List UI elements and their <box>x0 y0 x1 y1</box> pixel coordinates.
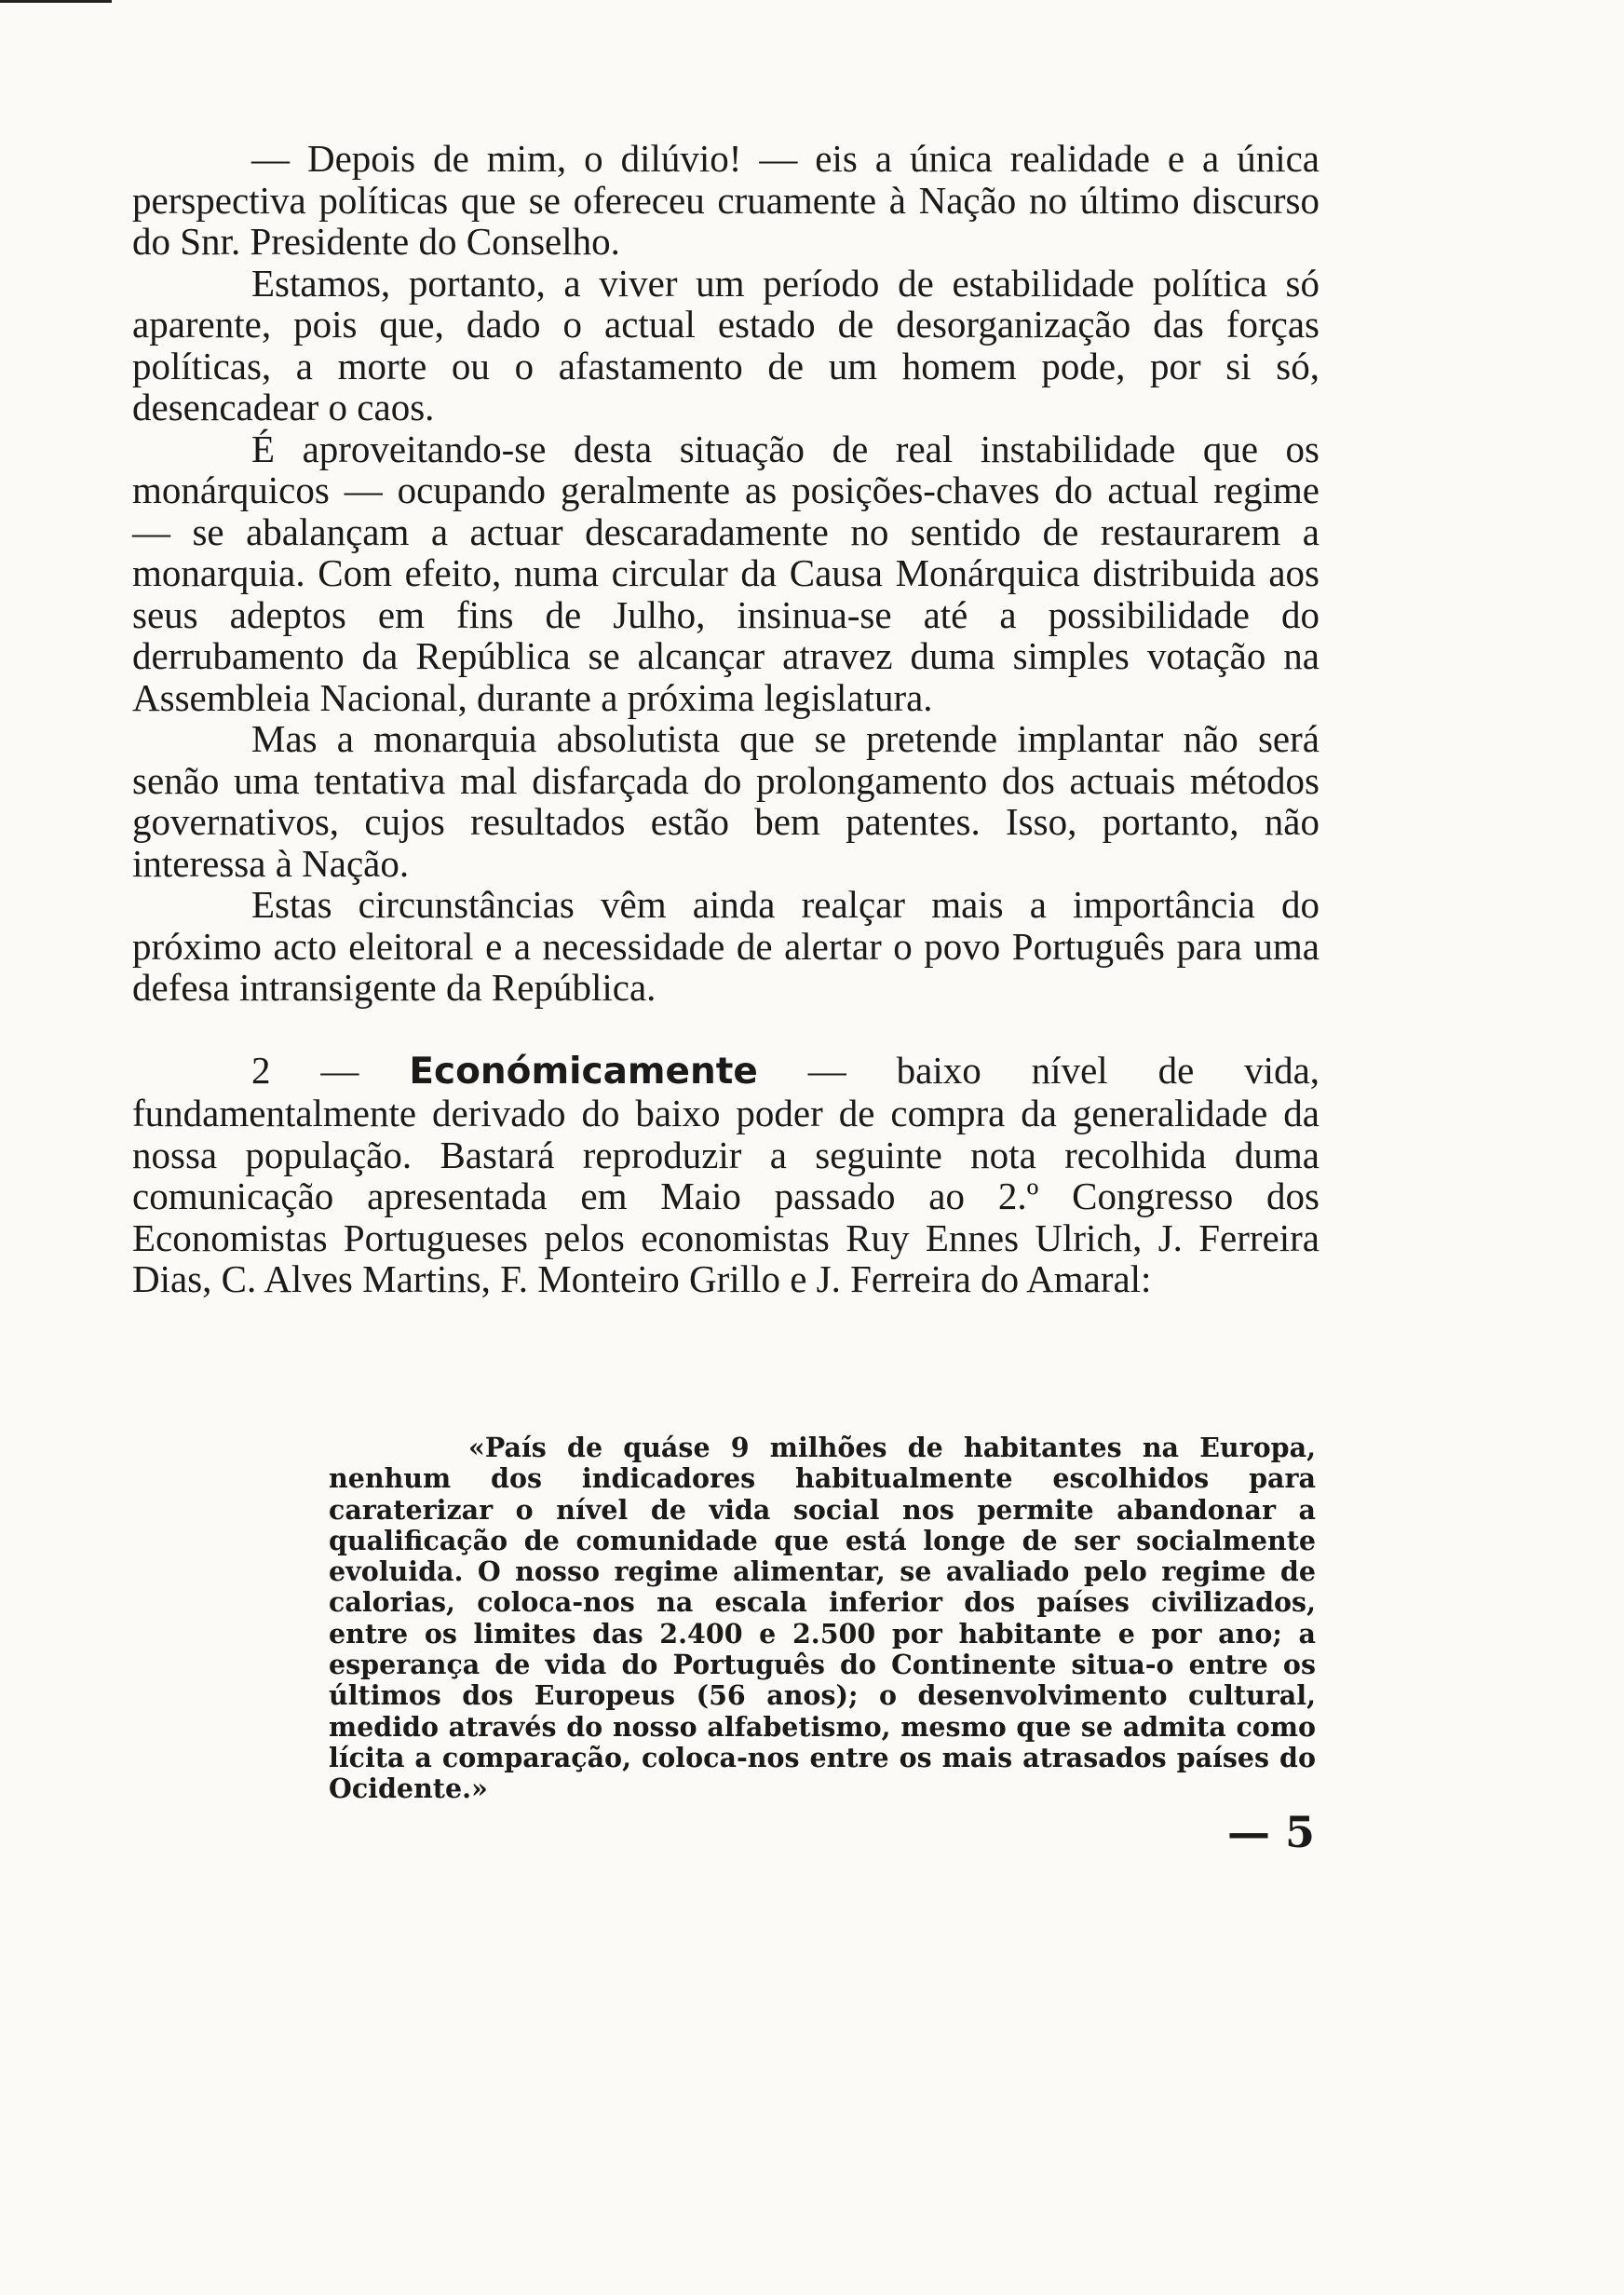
section-text: — baixo nível de vida, fundamentalmente derivado do baixo poder de compra da generalidade da nossa população. Bastará reproduzir a seguinte nota recolhida duma comunicação apresentada em Maio passado ao 2.º Congresso dos Economistas Portugueses pelos economistas Ruy Ennes Ulrich, J. Ferreira Dias, C. Alves Martins, F. Monteiro Grillo e J. Ferreira do Amaral: <box>132 1048 1320 1300</box>
section-heading: Económicamente <box>409 1050 758 1093</box>
block-quote: «País de quáse 9 milhões de habitantes na Europa, nenhum dos indicadores habitualmente escolhidos para caraterizar o nível de vida social nos permite abandonar a qualificação de comunidade que está longe de ser socialmente evoluida. O nosso regime alimentar, se avaliado pelo regime de calorias, coloca-nos na escala inferior dos países civilizados, entre os limites das 2.400 e 2.500 por habitante e por ano; a esperança de vida do Português do Continente situa-o entre os últimos dos Europeus (56 anos); o desenvolvimento cultural, medido através do nosso alfabetismo, mesmo que se admita como lícita a comparação, coloca-nos entre os mais atrasados países do Ocidente.» <box>329 1432 1316 1805</box>
page-number: — 5 <box>1227 1807 1316 1857</box>
paragraph-4: Mas a monarquia absolutista que se pretende implantar não será senão uma tentativa mal disfarçada do prolongamento dos actuais métodos governativos, cujos resultados estão bem patentes. Isso, portanto, não interessa à Nação. <box>132 717 1320 885</box>
section-economic <box>132 1050 1320 1300</box>
paragraph-1: — Depois de mim, o dilúvio! — eis a única realidade e a única perspectiva políticas que se ofereceu cruamente à Nação no último discurso do Snr. Presidente do Conselho. <box>132 137 1320 263</box>
page-body <box>132 138 1320 1300</box>
paragraph-5: Estas circunstâncias vêm ainda realçar mais a importância do próximo acto eleitoral e a necessidade de alertar o povo Português para uma defesa intransigente da República. <box>132 883 1320 1009</box>
paragraph-3: É aproveitando-se desta situação de real instabilidade que os monárquicos — ocupando geralmente as posições-chaves do actual regime — se abalançam a actuar descaradamente no sentido de restaurarem a monarquia. Com efeito, numa circular da Causa Monárquica distribuida aos seus adeptos em fins de Julho, insinua-se até a possibilidade do derrubamento da República se alcançar atravez duma simples votação na Assembleia Nacional, durante a próxima legislatura. <box>132 427 1320 719</box>
section-number: 2 — <box>251 1048 359 1092</box>
paragraph-2: Estamos, portanto, a viver um período de estabilidade política só aparente, pois que, dado o actual estado de desorganização das forças políticas, a morte ou o afastamento de um homem pode, por si só, desencadear o caos. <box>132 261 1320 428</box>
top-edge-rule <box>0 0 112 3</box>
